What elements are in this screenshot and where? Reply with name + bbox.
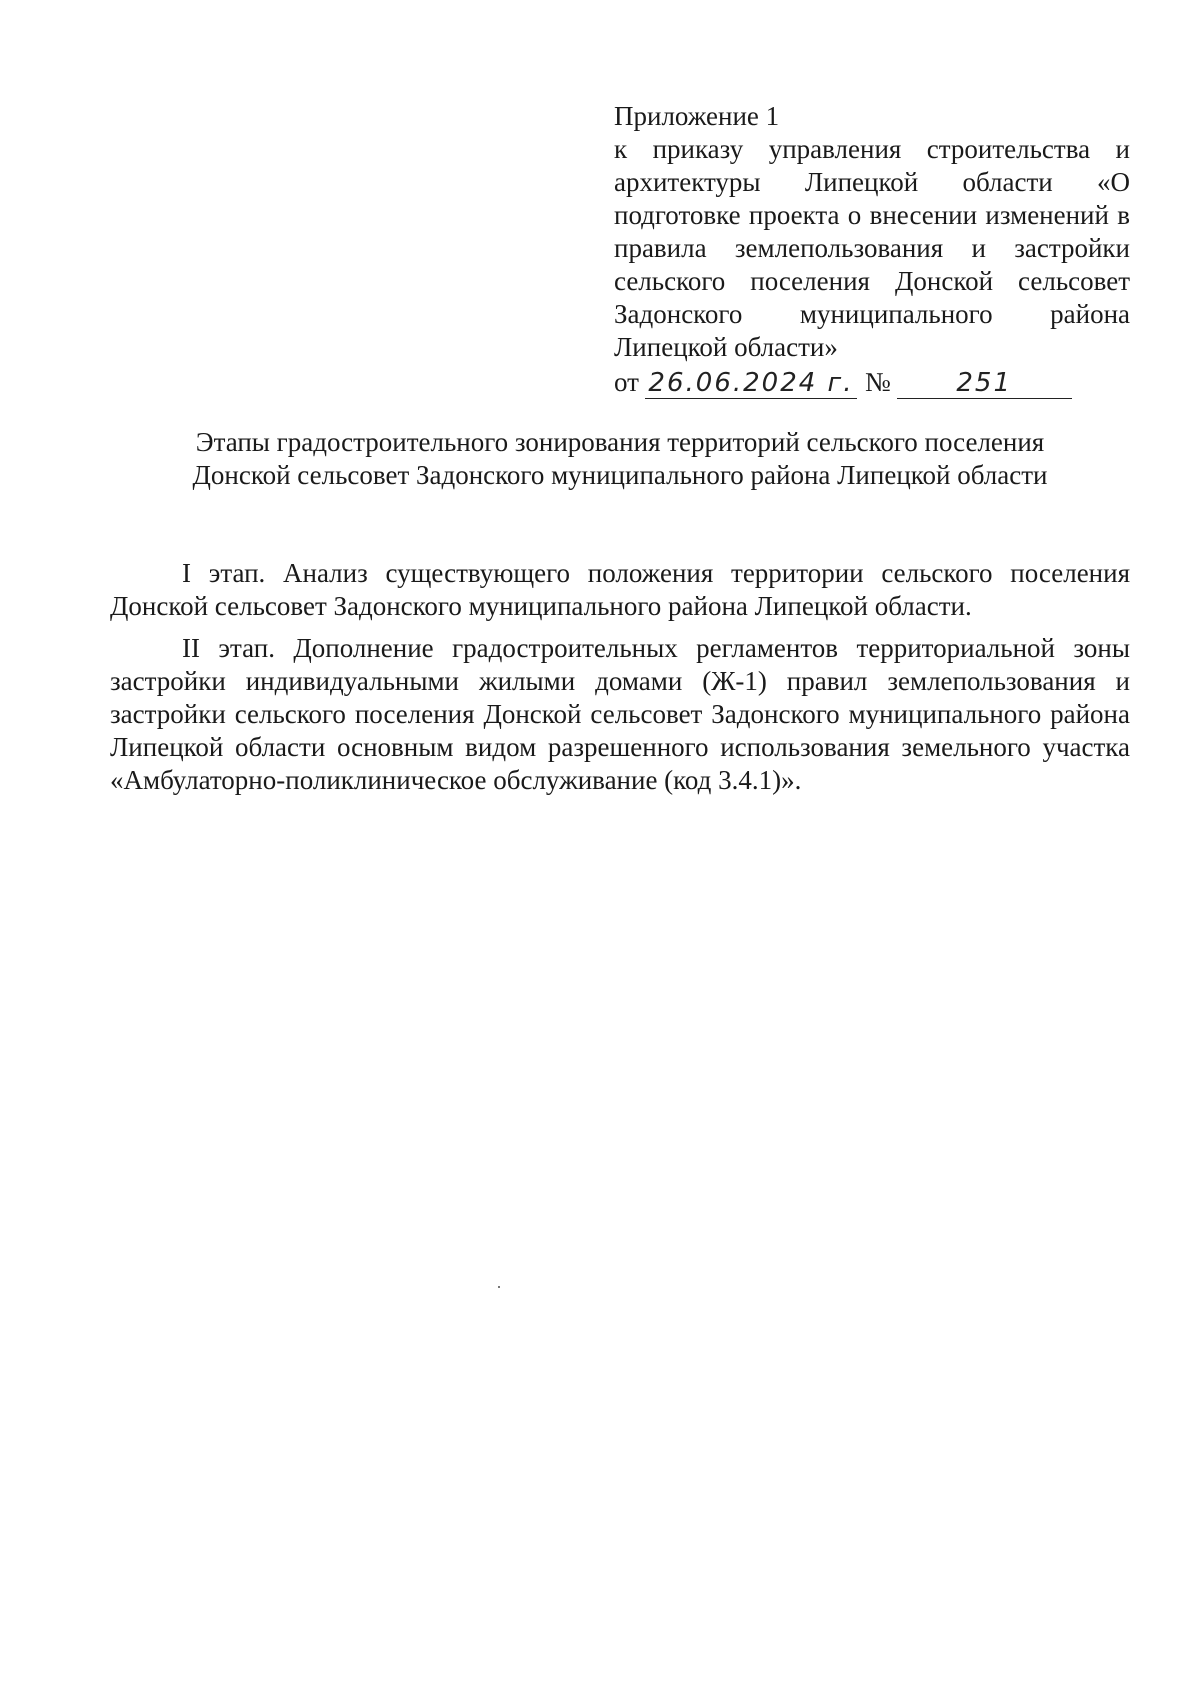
number-value-handwritten: 251 [897,368,1072,399]
attachment-block [614,100,1130,399]
date-label: от [614,367,639,397]
stage-2-paragraph: II этап. Дополнение градостроительных регламентов территориальной зоны застройки индивидуальными жилыми домами (Ж-1) правил землепользования и застройки сельского поселения Донской сельсовет Задонского муниципального района Липецкой области основным видом разрешенного использования земельного участка «Амбулаторно-поликлиническое обслуживание (код 3.4.1)». [110,633,1130,795]
stage-1-paragraph: I этап. Анализ существующего положения территории сельского поселения Донской сельсовет Задонского муниципального района Липецкой области. [110,558,1130,621]
attachment-signature-line [614,366,1130,399]
attachment-body: к приказу управления строительства и архитектуры Липецкой области «О подготовке проекта о внесении изменений в правила землепользования и застройки сельского поселения Донской сельсовет Задонского муниципального района Липецкой области» [614,134,1130,362]
document-heading: Этапы градостроительного зонирования территорий сельского поселения Донской сельсовет Задонского муниципального района Липецкой области [192,427,1048,490]
attachment-title: Приложение 1 [614,101,780,131]
number-label: № [864,367,891,397]
date-value-handwritten: 26.06.2024 г. [645,368,857,399]
document-content [110,557,1130,806]
scan-speck [498,1286,500,1288]
